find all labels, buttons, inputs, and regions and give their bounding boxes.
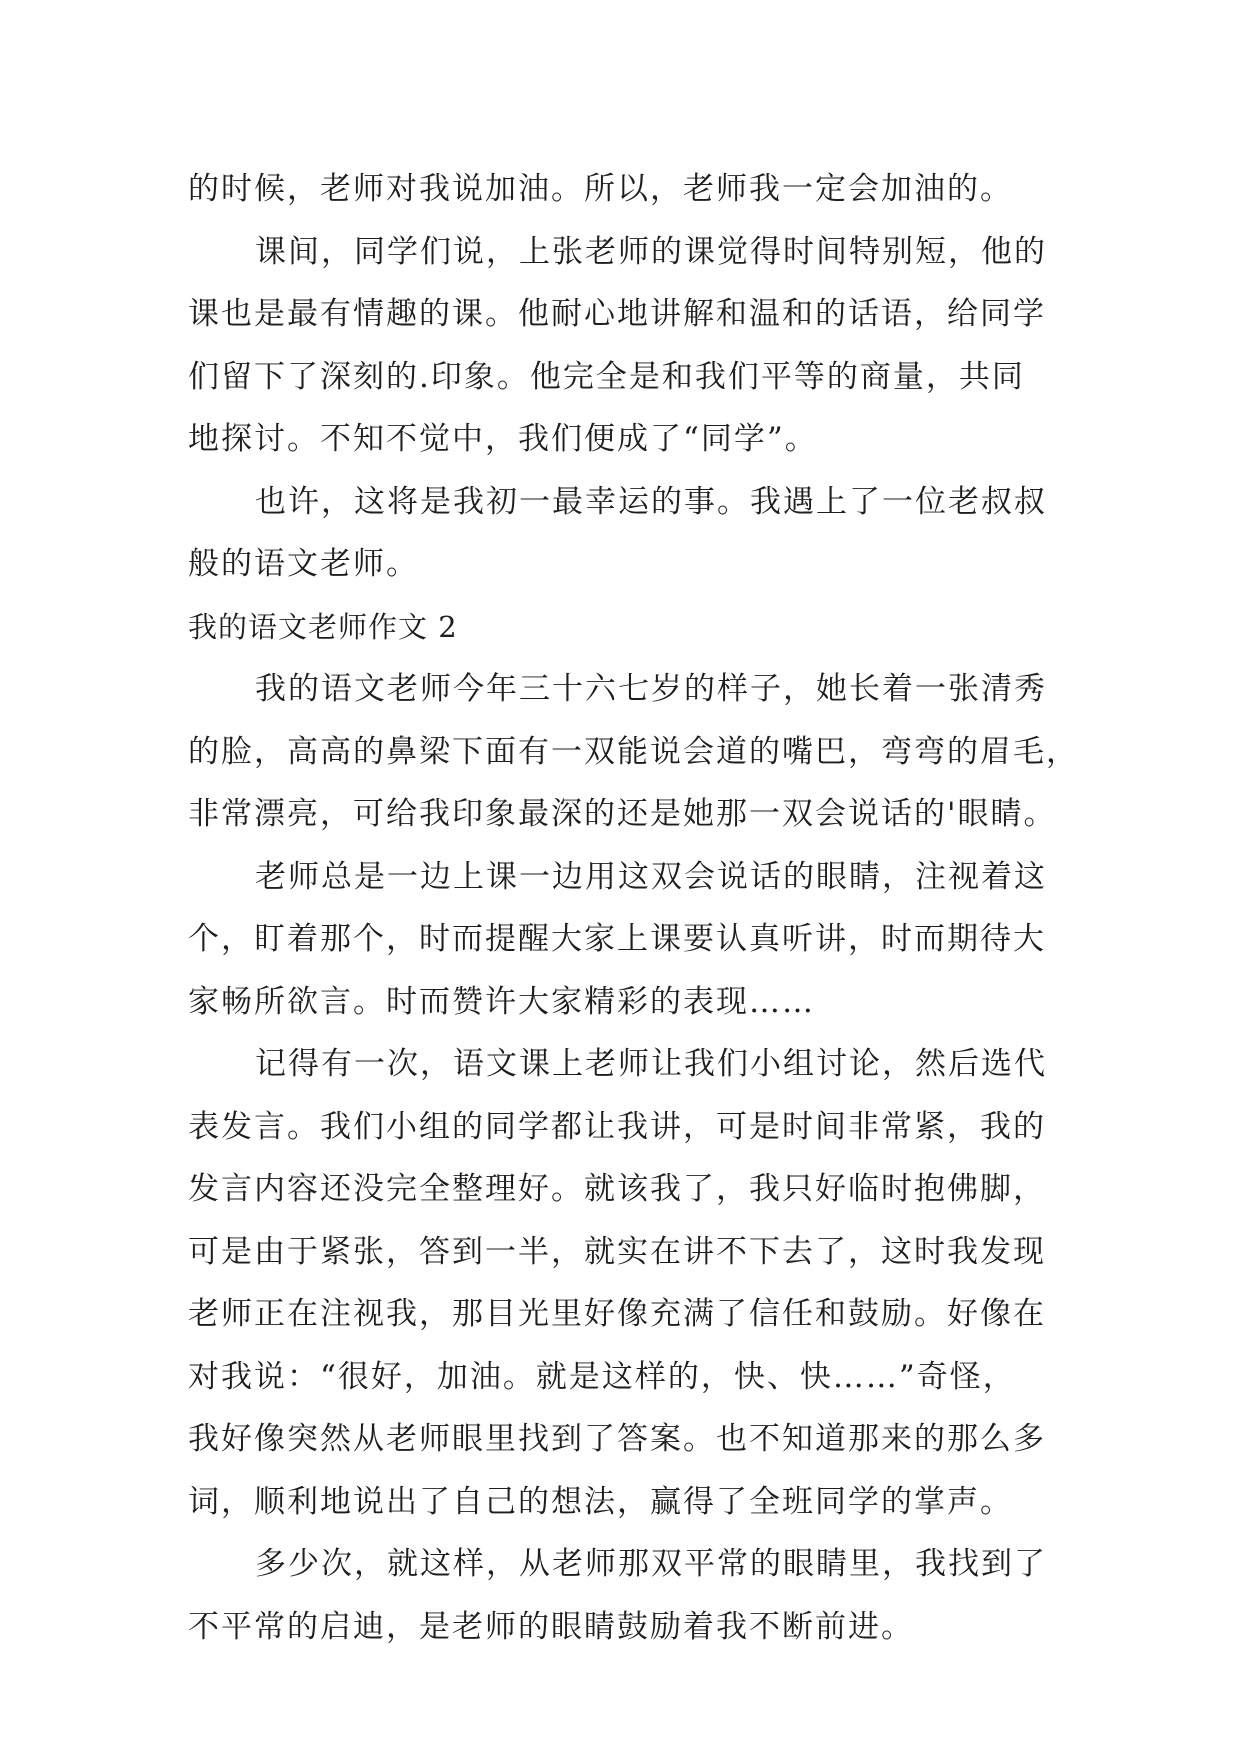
text-line: 们留下了深刻的.印象。他完全是和我们平等的商量，共同 [188, 358, 1025, 395]
essay-body [188, 158, 1079, 1658]
paragraph-start-line: 老师总是一边上课一边用这双会说话的眼睛，注视着这 [255, 858, 1047, 895]
text-line: 家畅所欲言。时而赞许大家精彩的表现…… [188, 983, 815, 1020]
paragraph-start-line: 记得有一次，语文课上老师让我们小组讨论，然后选代 [255, 1046, 1047, 1082]
text-line: 发言内容还没完全整理好。就该我了，我只好临时抱佛脚， [188, 1171, 1046, 1207]
text-line: 不平常的启迪，是老师的眼睛鼓励着我不断前进。 [188, 1608, 914, 1645]
text-line: 的时候，老师对我说加油。所以，老师我一定会加油的。 [188, 171, 1013, 207]
text-line: 的脸，高高的鼻梁下面有一双能说会道的嘴巴，弯弯的眉毛， [188, 733, 1079, 770]
text-line: 老师正在注视我，那目光里好像充满了信任和鼓励。好像在 [188, 1296, 1046, 1332]
text-line: 个，盯着那个，时而提醒大家上课要认真听讲，时而期待大 [188, 921, 1046, 957]
text-line: 地探讨。不知不觉中，我们便成了“同学”。 [188, 421, 818, 457]
paragraph-start-line: 我的语文老师今年三十六七岁的样子，她长着一张清秀 [255, 671, 1047, 707]
section-heading: 我的语文老师作文 2 [188, 609, 458, 644]
text-line: 词，顺利地说出了自己的想法，赢得了全班同学的掌声。 [188, 1483, 1013, 1520]
paragraph-start-line: 也许，这将是我初一最幸运的事。我遇上了一位老叔叔 [255, 483, 1047, 520]
text-line: 课也是最有情趣的课。他耐心地讲解和温和的话语，给同学 [188, 296, 1046, 332]
text-line: 我好像突然从老师眼里找到了答案。也不知道那来的那么多 [188, 1421, 1046, 1457]
text-line: 对我说：“很好，加油。就是这样的，快、快……”奇怪， [188, 1358, 1016, 1395]
text-line: 非常漂亮，可给我印象最深的还是她那一双会说话的'眼睛。 [188, 796, 1057, 832]
text-line: 可是由于紧张，答到一半，就实在讲不下去了，这时我发现 [188, 1233, 1046, 1270]
text-line: 表发言。我们小组的同学都让我讲，可是时间非常紧，我的 [188, 1108, 1046, 1145]
paragraph-start-line: 课间，同学们说，上张老师的课觉得时间特别短，他的 [255, 233, 1047, 270]
paragraph-start-line: 多少次，就这样，从老师那双平常的眼睛里，我找到了 [255, 1546, 1047, 1582]
text-line: 般的语文老师。 [188, 546, 419, 582]
